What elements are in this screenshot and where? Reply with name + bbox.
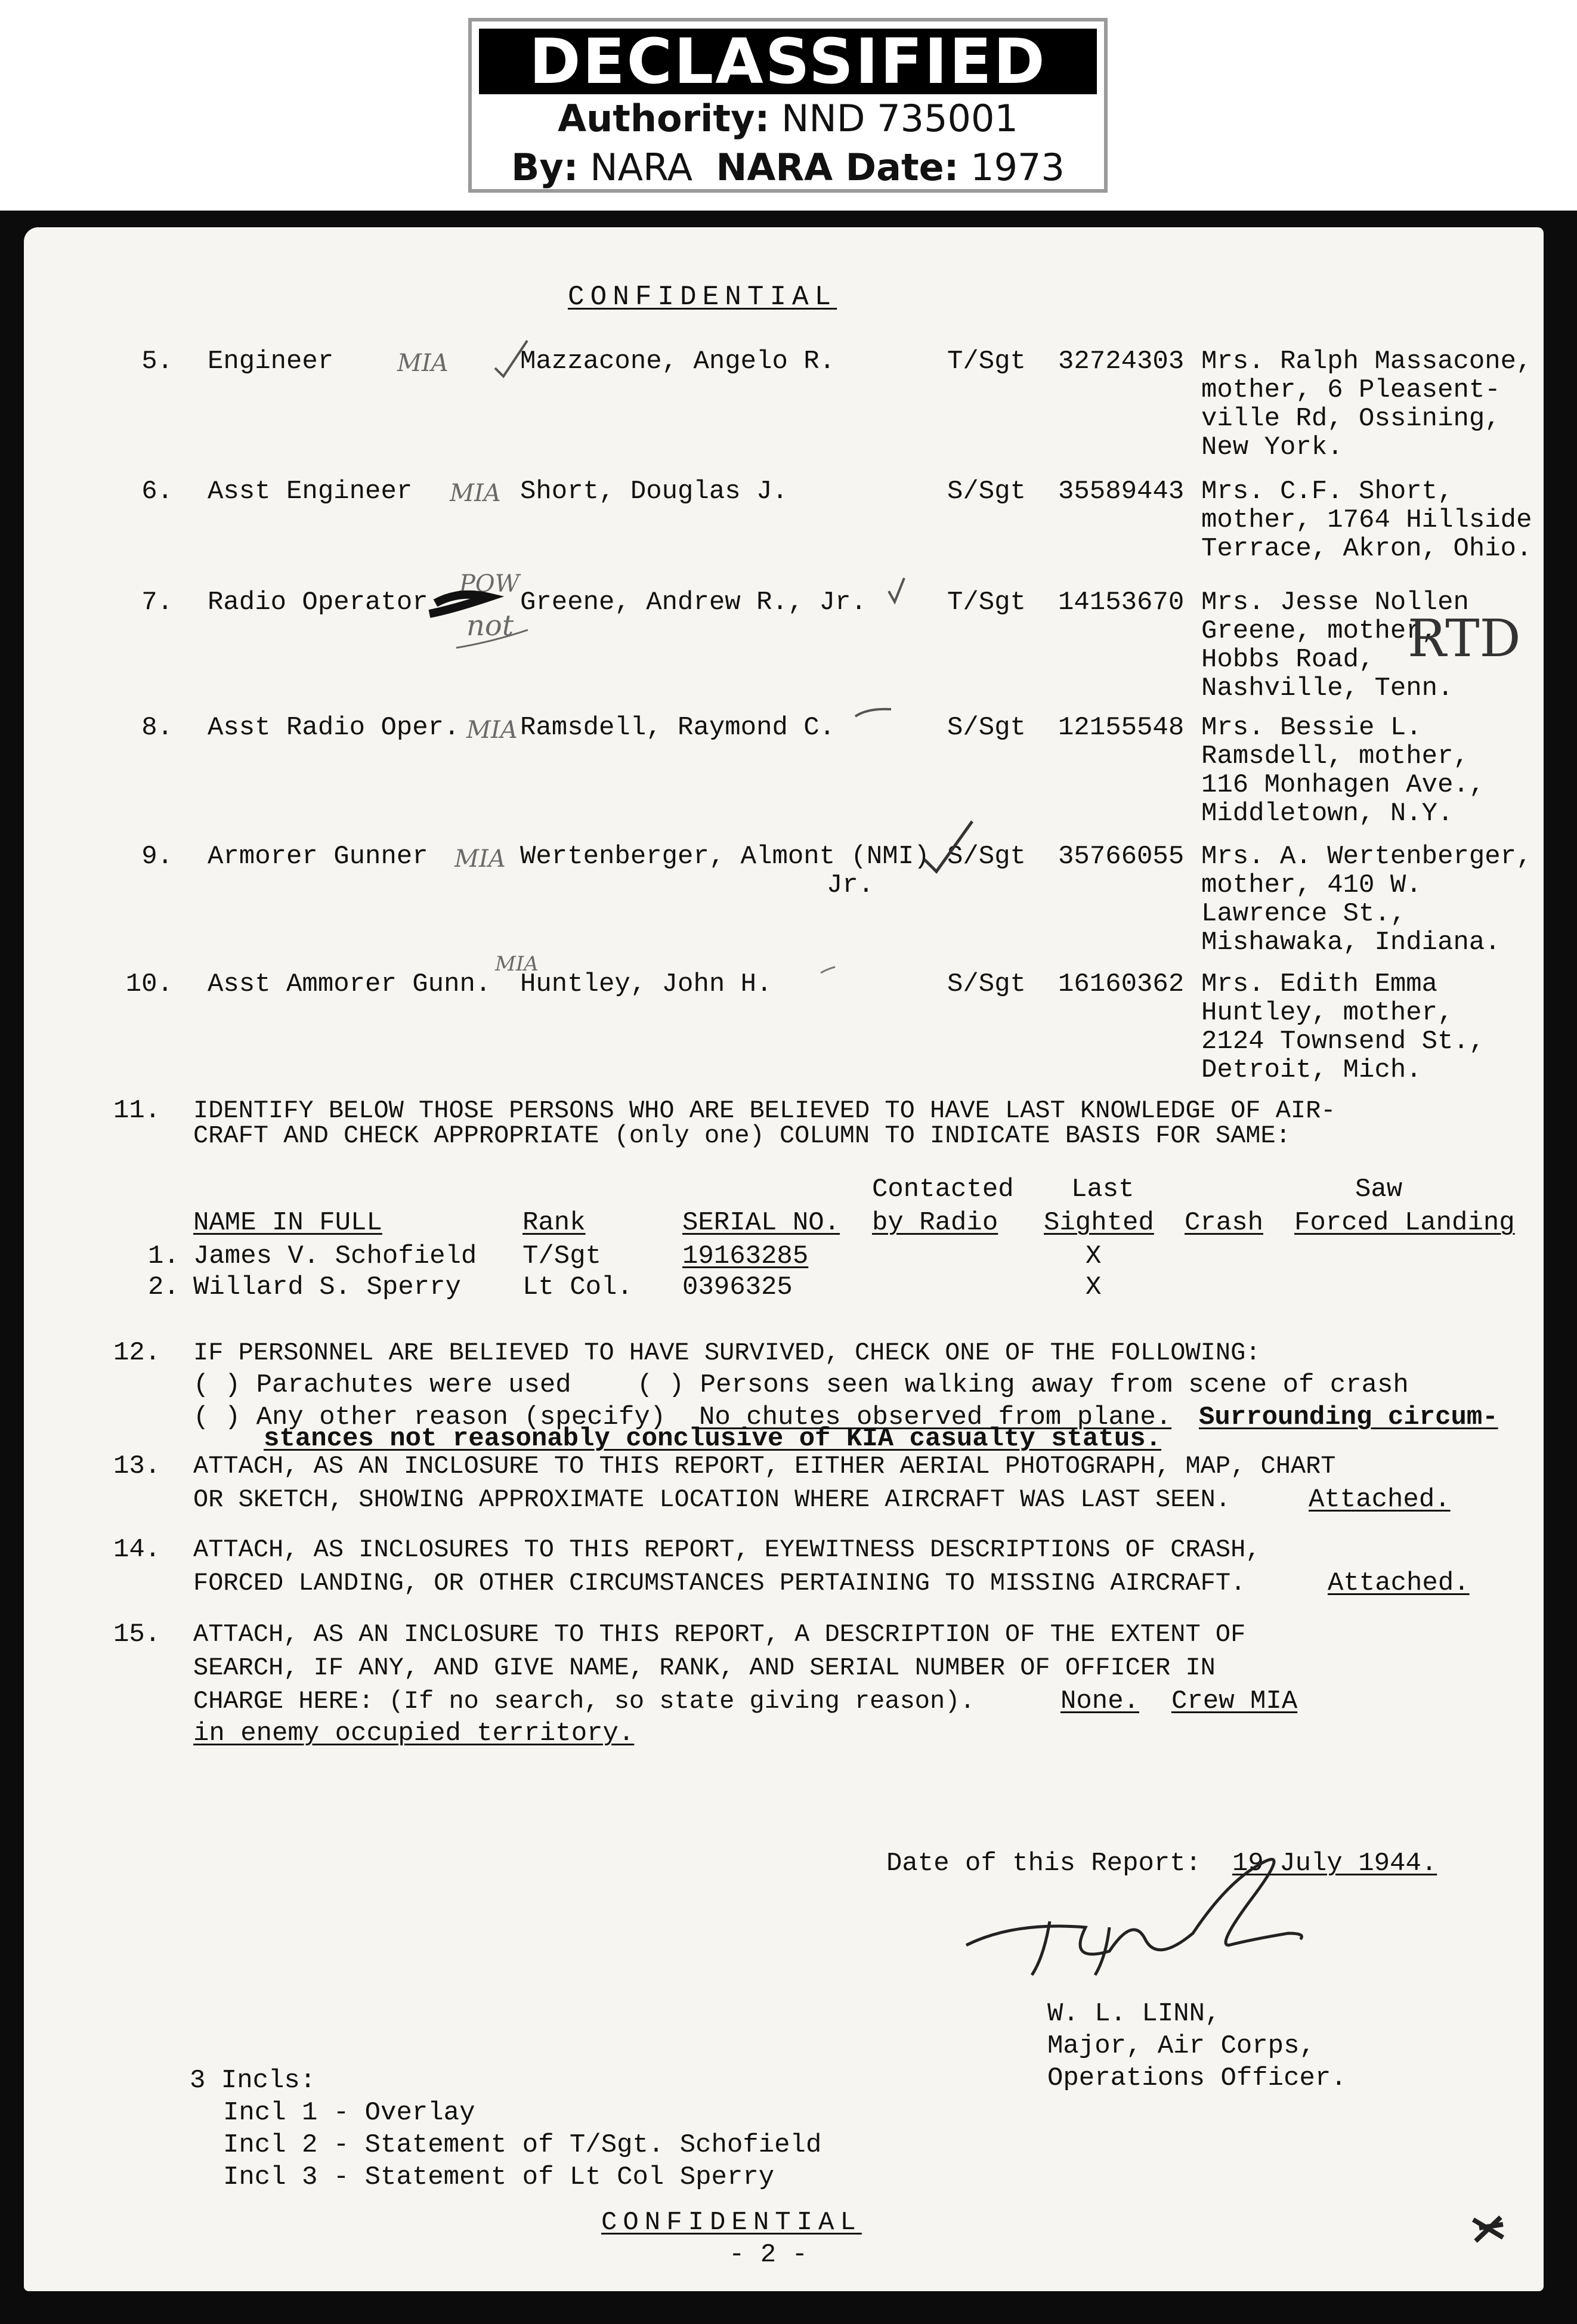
option-walking-away: ( ) Persons seen walking away from scene of crash	[637, 1370, 1409, 1400]
authority-value: NND 735001	[781, 97, 1018, 140]
option-other-reason: ( ) Any other reason (specify)	[193, 1402, 666, 1432]
nara-date-label: NARA Date:	[716, 146, 959, 189]
crew-name: Greene, Andrew R., Jr.	[520, 588, 867, 617]
crew-name: Short, Douglas J.	[520, 477, 788, 506]
item-text-line: ATTACH, AS AN INCLOSURE TO THIS REPORT, A DESCRIPTION OF THE EXTENT OF	[193, 1620, 1246, 1649]
crew-name: Mazzacone, Angelo R.	[520, 347, 836, 376]
next-of-kin-line: New York.	[1201, 432, 1343, 462]
answer-none: None.	[1060, 1686, 1140, 1716]
crew-number: 9.	[141, 842, 173, 872]
item-number: 14.	[113, 1535, 161, 1565]
footer-classification: CONFIDENTIAL	[601, 2208, 862, 2238]
stamp-authority-row	[472, 94, 1104, 143]
row-serial: 0396325	[682, 1272, 793, 1302]
item-text-line: OR SKETCH, SHOWING APPROXIMATE LOCATION WHERE AIRCRAFT WAS LAST SEEN.	[193, 1485, 1231, 1514]
report-date-value: 19 July 1944.	[1232, 1849, 1437, 1878]
crew-rank: S/Sgt	[947, 477, 1026, 506]
option-parachutes: ( ) Parachutes were used	[193, 1370, 571, 1400]
next-of-kin-line: ville Rd, Ossining,	[1201, 404, 1501, 434]
next-of-kin-line: Mrs. Edith Emma	[1201, 969, 1438, 999]
crew-position: Radio Operator	[208, 588, 428, 617]
item-text-line: ATTACH, AS INCLOSURES TO THIS REPORT, EYEWITNESS DESCRIPTIONS OF CRASH,	[193, 1535, 1261, 1564]
next-of-kin-line: mother, 410 W.	[1201, 870, 1422, 900]
item-number: 15.	[113, 1620, 161, 1649]
col-header-name: NAME IN FULL	[193, 1208, 382, 1238]
handwritten-signature	[24, 227, 1544, 2291]
next-of-kin-line: Middletown, N.Y.	[1201, 799, 1454, 829]
item-text-line: IF PERSONNEL ARE BELIEVED TO HAVE SURVIVED, CHECK ONE OF THE FOLLOWING:	[193, 1339, 1261, 1367]
row-name: Willard S. Sperry	[193, 1272, 461, 1302]
crew-rank: S/Sgt	[947, 842, 1026, 872]
next-of-kin-line: Greene, mother,	[1201, 616, 1438, 646]
answer-no-chutes: No chutes observed from plane.	[699, 1402, 1172, 1432]
next-of-kin-line: Mishawaka, Indiana.	[1201, 928, 1501, 957]
col-header-radio-bottom: by Radio	[872, 1208, 998, 1238]
next-of-kin-line: Huntley, mother,	[1201, 998, 1454, 1028]
next-of-kin-line: Mrs. A. Wertenberger,	[1201, 842, 1532, 872]
crew-serial: 14153670	[1058, 588, 1185, 617]
answer-territory: in enemy occupied territory.	[193, 1719, 635, 1748]
handwritten-note: MIA	[466, 716, 518, 744]
inclosure-item: Incl 3 - Statement of Lt Col Sperry	[223, 2162, 775, 2192]
next-of-kin-line: Mrs. Bessie L.	[1201, 713, 1422, 743]
item-text-line: SEARCH, IF ANY, AND GIVE NAME, RANK, AND SERIAL NUMBER OF OFFICER IN	[193, 1654, 1216, 1682]
nara-date-value: 1973	[970, 146, 1065, 189]
col-header-serial: SERIAL NO.	[682, 1208, 840, 1238]
crew-number: 6.	[141, 477, 173, 506]
item-text-line: CHARGE HERE: (If no search, so state giving reason).	[193, 1687, 975, 1716]
document-page	[24, 227, 1544, 2291]
row-mark-last-sighted: X	[1086, 1272, 1102, 1302]
handwritten-not: not	[466, 609, 514, 642]
crew-position: Asst Radio Oper.	[208, 713, 460, 743]
handwritten-rtd: RTD	[1408, 609, 1521, 669]
declassified-banner: DECLASSIFIED	[479, 29, 1097, 94]
inclosure-item: Incl 1 - Overlay	[223, 2098, 475, 2128]
item-number: 11.	[113, 1096, 161, 1126]
handwritten-note: MIA	[450, 480, 501, 507]
next-of-kin-line: Lawrence St.,	[1201, 899, 1406, 929]
crew-name: Wertenberger, Almont (NMI)	[520, 842, 930, 872]
row-serial: 19163285	[682, 1241, 809, 1271]
crew-rank: T/Sgt	[947, 588, 1026, 617]
crew-rank: S/Sgt	[947, 713, 1026, 743]
next-of-kin-line: Hobbs Road,	[1201, 645, 1375, 675]
answer-crew-mia: Crew MIA	[1171, 1686, 1298, 1716]
next-of-kin-line: Mrs. C.F. Short,	[1201, 477, 1454, 506]
handwritten-note: MIA	[454, 845, 506, 873]
crew-name: Ramsdell, Raymond C.	[520, 713, 836, 743]
crew-serial: 35589443	[1058, 477, 1185, 506]
crew-name-suffix: Jr.	[827, 870, 874, 900]
inclosures-title: 3 Incls:	[190, 2066, 316, 2096]
next-of-kin-line: Terrace, Akron, Ohio.	[1201, 534, 1532, 564]
handwritten-note: POW	[459, 570, 520, 598]
answer-circumstances: stances not reasonably conclusive of KIA casualty status.	[264, 1424, 1162, 1454]
crew-position: Engineer	[208, 347, 334, 376]
header-classification: CONFIDENTIAL	[568, 282, 837, 313]
col-header-sighted-bottom: Sighted	[1044, 1208, 1154, 1238]
item-text-line: CRAFT AND CHECK APPROPRIATE (only one) COLUMN TO INDICATE BASIS FOR SAME:	[193, 1121, 1291, 1150]
next-of-kin-line: Mrs. Jesse Nollen	[1201, 588, 1469, 617]
crew-serial: 12155548	[1058, 713, 1185, 743]
crew-number: 5.	[141, 347, 173, 376]
handwritten-note: MIA	[495, 952, 539, 976]
col-header-forced-bottom: Forced Landing	[1294, 1208, 1515, 1238]
by-value: NARA	[590, 146, 693, 189]
next-of-kin-line: Nashville, Tenn.	[1201, 673, 1454, 703]
col-header-crash: Crash	[1185, 1208, 1264, 1238]
row-rank: T/Sgt	[522, 1241, 602, 1271]
signer-title: Operations Officer.	[1047, 2063, 1347, 2093]
next-of-kin-line: mother, 6 Pleasent-	[1201, 375, 1501, 405]
crew-rank: T/Sgt	[947, 347, 1026, 376]
scanned-document-frame	[0, 211, 1577, 2324]
col-header-radio-top: Contacted	[872, 1175, 1014, 1204]
next-of-kin-line: Mrs. Ralph Massacone,	[1201, 347, 1532, 376]
answer-attached: Attached.	[1328, 1568, 1470, 1598]
crew-position: Armorer Gunner	[208, 842, 428, 872]
crew-number: 10.	[125, 969, 173, 999]
report-date-label: Date of this Report:	[886, 1849, 1202, 1878]
col-header-forced-top: Saw	[1355, 1175, 1403, 1204]
crew-position: Asst Engineer	[208, 477, 413, 506]
crew-number: 7.	[141, 588, 173, 617]
crew-number: 8.	[141, 713, 173, 743]
row-name: James V. Schofield	[193, 1241, 477, 1271]
crew-name: Huntley, John H.	[520, 969, 772, 999]
next-of-kin-line: 116 Monhagen Ave.,	[1201, 770, 1485, 800]
item-text-line: ATTACH, AS AN INCLOSURE TO THIS REPORT, EITHER AERIAL PHOTOGRAPH, MAP, CHART	[193, 1452, 1336, 1481]
declassified-stamp	[468, 18, 1108, 193]
item-number: 13.	[113, 1451, 161, 1481]
next-of-kin-line: Detroit, Mich.	[1201, 1055, 1422, 1085]
inclosure-item: Incl 2 - Statement of T/Sgt. Schofield	[223, 2130, 822, 2160]
item-number: 12.	[113, 1338, 161, 1368]
signer-name: W. L. LINN,	[1047, 1999, 1221, 2029]
row-number: 1.	[148, 1241, 180, 1271]
next-of-kin-line: mother, 1764 Hillside	[1201, 505, 1532, 535]
item-text-line: FORCED LANDING, OR OTHER CIRCUMSTANCES PERTAINING TO MISSING AIRCRAFT.	[193, 1569, 1246, 1597]
crew-serial: 35766055	[1058, 842, 1185, 872]
answer-surrounding: Surrounding circum-	[1199, 1402, 1498, 1432]
crew-position: Asst Ammorer Gunn.	[208, 969, 491, 999]
answer-attached: Attached.	[1309, 1485, 1451, 1515]
by-label: By:	[511, 146, 579, 189]
crew-rank: S/Sgt	[947, 969, 1026, 999]
signer-rank: Major, Air Corps,	[1047, 2031, 1315, 2061]
item-text-line: IDENTIFY BELOW THOSE PERSONS WHO ARE BELIEVED TO HAVE LAST KNOWLEDGE OF AIR-	[193, 1096, 1336, 1125]
crew-serial: 16160362	[1058, 969, 1185, 999]
page-number: - 2 -	[729, 2240, 808, 2270]
handwritten-note: MIA	[397, 350, 449, 377]
row-rank: Lt Col.	[522, 1272, 633, 1302]
col-header-rank: Rank	[522, 1208, 586, 1238]
row-number: 2.	[148, 1272, 180, 1302]
authority-label: Authority:	[558, 97, 770, 140]
stamp-by-row	[472, 143, 1104, 192]
crew-serial: 32724303	[1058, 347, 1185, 376]
next-of-kin-line: 2124 Townsend St.,	[1201, 1027, 1485, 1056]
next-of-kin-line: Ramsdell, mother,	[1201, 741, 1469, 771]
row-mark-last-sighted: X	[1086, 1241, 1102, 1271]
col-header-sighted-top: Last	[1071, 1175, 1134, 1204]
